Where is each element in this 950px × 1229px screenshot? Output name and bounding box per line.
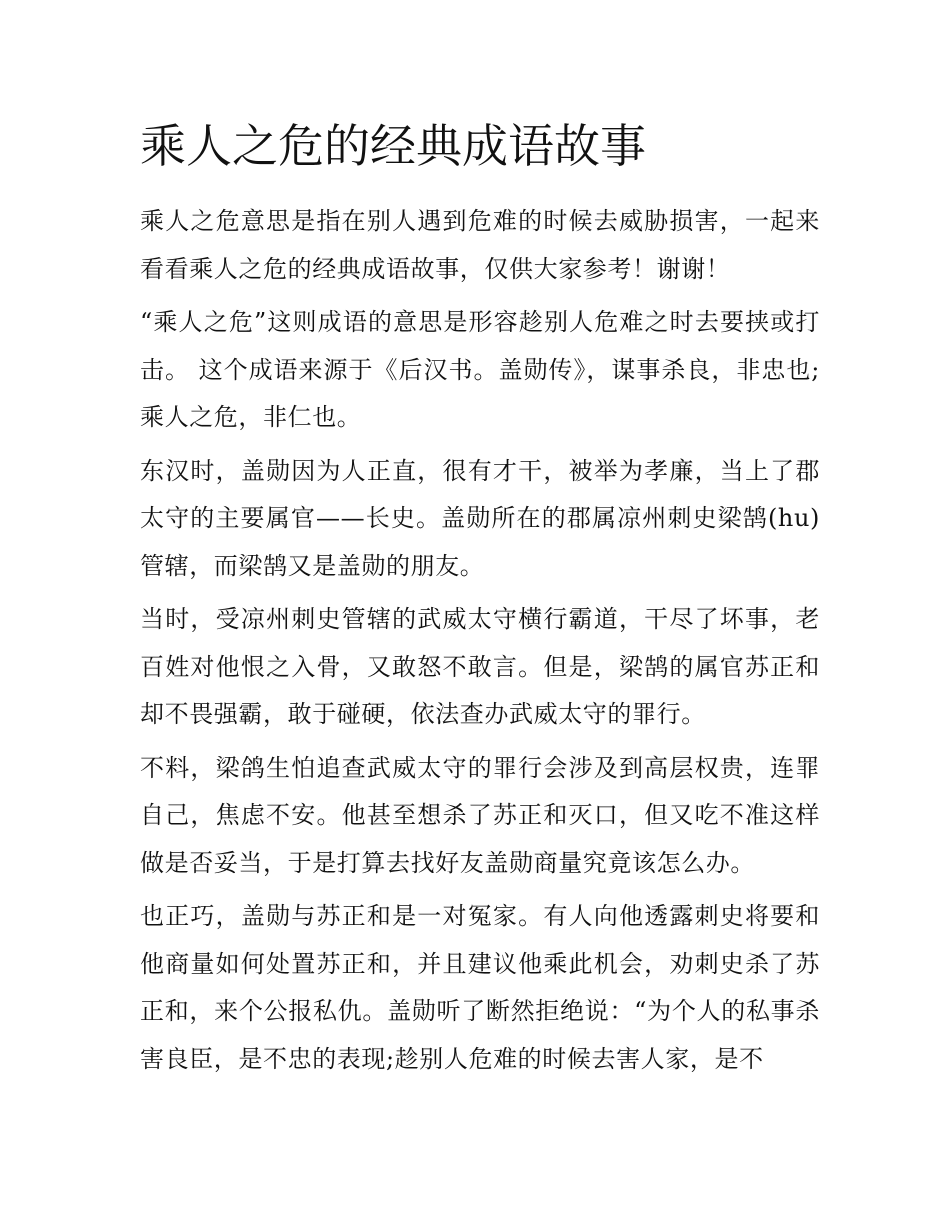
document-body (140, 198, 820, 1089)
document-title: 乘人之危的经典成语故事 (140, 119, 646, 173)
paragraph-intro: 乘人之危意思是指在别人遇到危难的时候去威胁损害，一起来看看乘人之危的经典成语故事，仅供大家参考！谢谢！ (140, 207, 820, 283)
paragraph-background: 东汉时，盖勋因为人正直，很有才干，被举为孝廉，当上了郡太守的主要属官——长史。盖勋所在的郡属凉州刺史梁鹄(hu)管辖，而梁鹄又是盖勋的朋友。 (140, 456, 820, 580)
paragraph-meaning: “乘人之危”这则成语的意思是形容趁别人危难之时去要挟或打击。 这个成语来源于《后汉书。盖勋传》，谋事杀良，非忠也;乘人之危，非仁也。 (140, 308, 820, 431)
paragraph-refusal: 也正巧，盖勋与苏正和是一对冤家。有人向他透露刺史将要和他商量如何处置苏正和，并且建议他乘此机会，劝刺史杀了苏正和，来个公报私仇。盖勋听了断然拒绝说：“为个人的私事杀害良臣，是不忠的表现;趁别人危难的时候去害人家，是不 (140, 902, 820, 1073)
paragraph-worry: 不料，梁鸽生怕追查武威太守的罪行会涉及到高层权贵，连罪自己，焦虑不安。他甚至想杀了苏正和灭口，但又吃不准这样做是否妥当，于是打算去找好友盖勋商量究竟该怎么办。 (140, 753, 820, 877)
paragraph-conflict: 当时，受凉州刺史管辖的武威太守横行霸道，干尽了坏事，老百姓对他恨之入骨，又敢怒不敢言。但是，梁鹄的属官苏正和却不畏强霸，敢于碰硬，依法查办武威太守的罪行。 (140, 605, 820, 728)
